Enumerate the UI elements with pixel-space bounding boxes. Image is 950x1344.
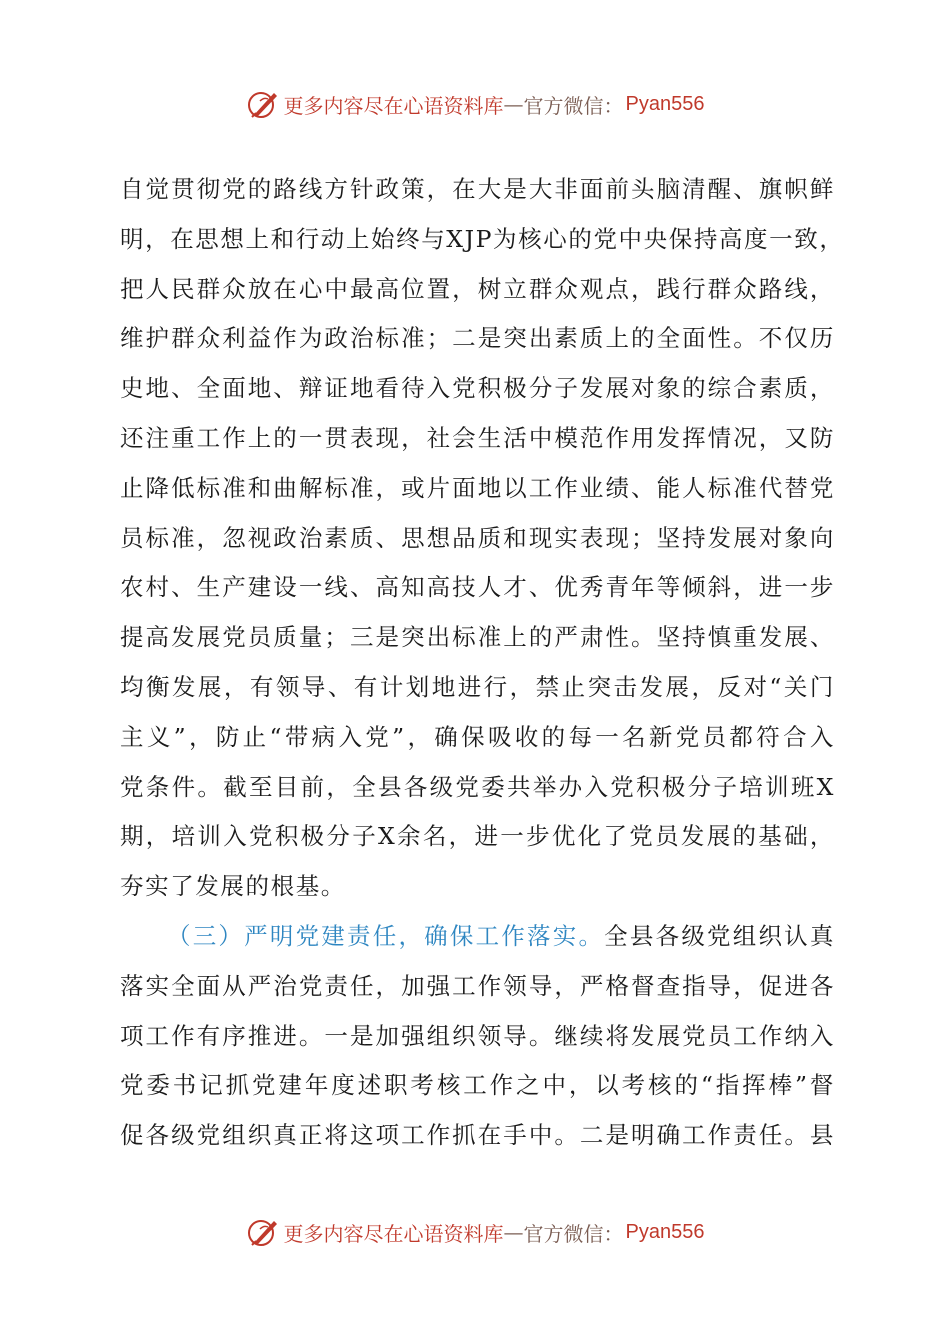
- banner-wechat-label: 官方微信：: [523, 1221, 624, 1246]
- text-line: 维护群众利益作为政治标准；二是突出素质上的全面性。不仅历: [120, 324, 835, 353]
- text-line: 提高发展党员质量；三是突出标准上的严肃性。坚持慎重发展、: [120, 623, 835, 652]
- text-line: 止降低标准和曲解标准，或片面地以工作业绩、能人标准代替党: [120, 473, 835, 502]
- banner-dash: —: [503, 1220, 524, 1244]
- text-line: 主义”，防止“带病入党”，确保吸收的每一名新党员都符合入: [120, 722, 835, 751]
- text-line: 党条件。截至目前，全县各级党委共举办入党积极分子培训班X: [120, 772, 835, 801]
- text-line: 期，培训入党积极分子X余名，进一步优化了党员发展的基础，: [120, 822, 835, 851]
- text-line: 促各级党组织真正将这项工作抓在手中。二是明确工作责任。县: [120, 1121, 835, 1150]
- banner-wechat-id: Pyan556: [625, 1220, 705, 1243]
- feather-pen-logo-icon: [246, 87, 280, 121]
- banner-wechat-id: Pyan556: [625, 92, 705, 115]
- section-heading-line: [120, 912, 835, 962]
- header-banner: [0, 84, 950, 124]
- banner-dash: —: [503, 92, 524, 116]
- section-heading-rest: 全县各级党组织认真: [604, 921, 835, 950]
- banner-library-text: 更多内容尽在心语资料库: [283, 1221, 504, 1246]
- text-line: 落实全面从严治党责任，加强工作领导，严格督查指导，促进各: [120, 971, 835, 1000]
- text-line: 农村、生产建设一线、高知高技人才、优秀青年等倾斜，进一步: [120, 573, 835, 602]
- banner-wechat-label: 官方微信：: [523, 93, 624, 118]
- text-line: 夯实了发展的根基。: [120, 872, 346, 901]
- footer-banner: [0, 1212, 950, 1252]
- text-line: 还注重工作上的一贯表现，社会生活中模范作用发挥情况，又防: [120, 423, 835, 452]
- text-line: 把人民群众放在心中最高位置，树立群众观点，践行群众路线，: [120, 274, 835, 303]
- text-line: 史地、全面地、辩证地看待入党积极分子发展对象的综合素质，: [120, 374, 835, 403]
- section-heading: （三）严明党建责任，确保工作落实。: [167, 921, 605, 950]
- document-body: [120, 165, 845, 1161]
- text-line: 均衡发展，有领导、有计划地进行，禁止突击发展，反对“关门: [120, 672, 835, 701]
- text-line: 项工作有序推进。一是加强组织领导。继续将发展党员工作纳入: [120, 1021, 835, 1050]
- text-line: 明，在思想上和行动上始终与XJP为核心的党中央保持高度一致，: [120, 224, 845, 253]
- feather-pen-logo-icon: [246, 1215, 280, 1249]
- text-line: 党委书记抓党建年度述职考核工作之中，以考核的“指挥棒”督: [120, 1071, 835, 1100]
- text-line: 自觉贯彻党的路线方针政策，在大是大非面前头脑清醒、旗帜鲜: [120, 175, 835, 203]
- banner-library-text: 更多内容尽在心语资料库: [283, 93, 504, 118]
- text-line: 员标准，忽视政治素质、思想品质和现实表现；坚持发展对象向: [120, 523, 835, 552]
